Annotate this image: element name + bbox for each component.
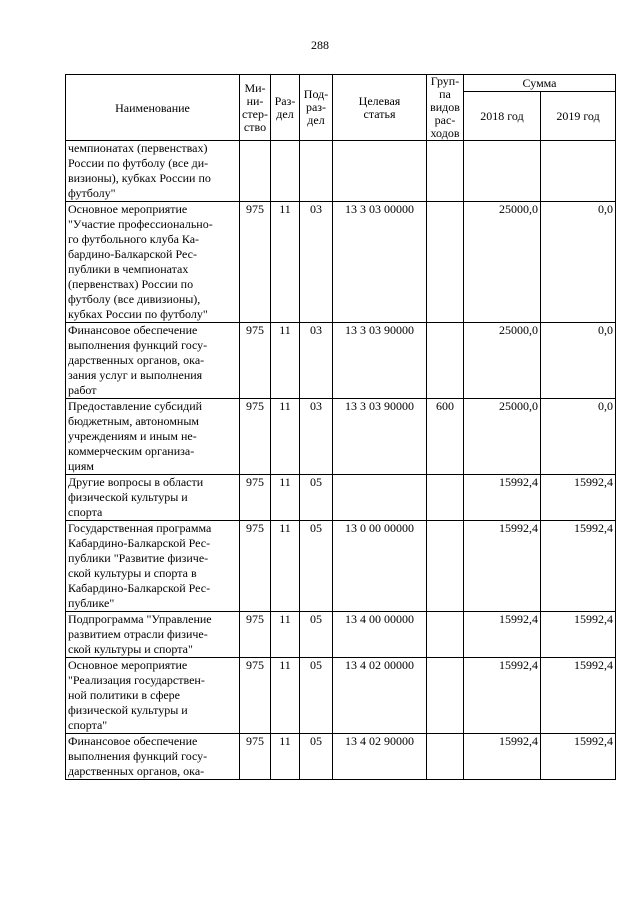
- row-sum-2018: 25000,0: [464, 202, 541, 323]
- row-name: Финансовое обеспечение выполнения функций госу- дарственных органов, ока- зания услуг и выполнения работ: [66, 323, 240, 399]
- row-subsection: 05: [300, 734, 333, 780]
- row-expense-group: [427, 141, 464, 202]
- header-sum: Сумма: [464, 75, 616, 92]
- row-section: 11: [271, 399, 300, 475]
- header-year-2018: 2018 год: [464, 92, 541, 141]
- row-expense-group: [427, 734, 464, 780]
- row-expense-group: [427, 202, 464, 323]
- row-subsection: 03: [300, 323, 333, 399]
- row-sum-2018: 15992,4: [464, 521, 541, 612]
- table-row: [66, 734, 616, 780]
- row-name: Основное мероприятие "Участие профессионально- го футбольного клуба Ка- бардино-Балкарской Рес- публики в чемпионатах (первенствах) России по футболу (все дивизионы), кубках России по футболу": [66, 202, 240, 323]
- row-sum-2019: 15992,4: [541, 734, 616, 780]
- row-expense-group: [427, 658, 464, 734]
- row-ministry: 975: [240, 734, 271, 780]
- row-ministry: 975: [240, 658, 271, 734]
- row-ministry: 975: [240, 399, 271, 475]
- header-ministry: Ми- ни- стер- ство: [240, 75, 271, 141]
- table-row: [66, 521, 616, 612]
- row-sum-2019: 15992,4: [541, 475, 616, 521]
- row-section: [271, 141, 300, 202]
- row-section: 11: [271, 323, 300, 399]
- table-row: [66, 399, 616, 475]
- row-section: 11: [271, 658, 300, 734]
- row-sum-2019: 0,0: [541, 399, 616, 475]
- row-name: чемпионатах (первенствах) России по футболу (все ди- визионы), кубках России по футболу": [66, 141, 240, 202]
- row-target-article: 13 4 00 00000: [333, 612, 427, 658]
- row-sum-2018: 25000,0: [464, 323, 541, 399]
- row-sum-2018: 15992,4: [464, 658, 541, 734]
- row-name: Основное мероприятие "Реализация государствен- ной политики в сфере физической культуры и спорта": [66, 658, 240, 734]
- row-name: Другие вопросы в области физической культуры и спорта: [66, 475, 240, 521]
- row-expense-group: [427, 521, 464, 612]
- row-target-article: 13 4 02 00000: [333, 658, 427, 734]
- row-target-article: 13 4 02 90000: [333, 734, 427, 780]
- row-subsection: 05: [300, 612, 333, 658]
- row-sum-2019: 0,0: [541, 323, 616, 399]
- row-expense-group: [427, 323, 464, 399]
- row-ministry: [240, 141, 271, 202]
- table-row: [66, 475, 616, 521]
- row-subsection: 03: [300, 399, 333, 475]
- row-sum-2018: [464, 141, 541, 202]
- header-target-article: Целевая статья: [333, 75, 427, 141]
- row-sum-2019: 15992,4: [541, 658, 616, 734]
- table-row: [66, 323, 616, 399]
- table-row: [66, 658, 616, 734]
- row-sum-2019: [541, 141, 616, 202]
- row-sum-2018: 25000,0: [464, 399, 541, 475]
- row-subsection: 05: [300, 475, 333, 521]
- row-expense-group: [427, 612, 464, 658]
- page-number: 288: [311, 38, 329, 52]
- row-name: Предоставление субсидий бюджетным, автономным учреждениям и иным не- коммерческим организа- циям: [66, 399, 240, 475]
- row-target-article: 13 3 03 90000: [333, 399, 427, 475]
- row-target-article: [333, 141, 427, 202]
- table-header: [66, 75, 616, 141]
- row-ministry: 975: [240, 475, 271, 521]
- row-expense-group: [427, 475, 464, 521]
- header-subsection: Под- раз- дел: [300, 75, 333, 141]
- table-row: [66, 202, 616, 323]
- row-section: 11: [271, 734, 300, 780]
- row-sum-2018: 15992,4: [464, 475, 541, 521]
- row-ministry: 975: [240, 521, 271, 612]
- row-target-article: [333, 475, 427, 521]
- row-sum-2018: 15992,4: [464, 734, 541, 780]
- header-section: Раз- дел: [271, 75, 300, 141]
- table-row: [66, 612, 616, 658]
- row-target-article: 13 0 00 00000: [333, 521, 427, 612]
- row-expense-group: 600: [427, 399, 464, 475]
- row-subsection: 05: [300, 658, 333, 734]
- row-name: Государственная программа Кабардино-Балкарской Рес- публики "Развитие физиче- ской культуры и спорта в Кабардино-Балкарской Рес- публике": [66, 521, 240, 612]
- row-sum-2019: 15992,4: [541, 612, 616, 658]
- row-sum-2018: 15992,4: [464, 612, 541, 658]
- row-section: 11: [271, 202, 300, 323]
- row-ministry: 975: [240, 612, 271, 658]
- row-target-article: 13 3 03 00000: [333, 202, 427, 323]
- row-sum-2019: 0,0: [541, 202, 616, 323]
- row-name: Финансовое обеспечение выполнения функций госу- дарственных органов, ока-: [66, 734, 240, 780]
- row-section: 11: [271, 475, 300, 521]
- row-name: Подпрограмма "Управление развитием отрасли физиче- ской культуры и спорта": [66, 612, 240, 658]
- table-body: [66, 141, 616, 780]
- row-section: 11: [271, 612, 300, 658]
- header-expense-group: Груп- па видов рас- ходов: [427, 75, 464, 141]
- budget-table: [65, 74, 616, 780]
- row-ministry: 975: [240, 323, 271, 399]
- row-ministry: 975: [240, 202, 271, 323]
- row-subsection: 05: [300, 521, 333, 612]
- header-name: Наименование: [66, 75, 240, 141]
- row-subsection: [300, 141, 333, 202]
- row-sum-2019: 15992,4: [541, 521, 616, 612]
- table-row: [66, 141, 616, 202]
- row-subsection: 03: [300, 202, 333, 323]
- row-target-article: 13 3 03 90000: [333, 323, 427, 399]
- header-year-2019: 2019 год: [541, 92, 616, 141]
- row-section: 11: [271, 521, 300, 612]
